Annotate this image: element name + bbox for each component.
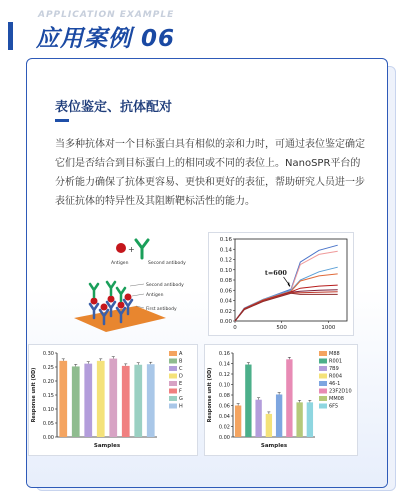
bars2-ylabel: Response unit (OD) [207,367,213,423]
bars1-legend-swatch [169,351,177,356]
bars2-legend-swatch [319,359,327,364]
bars1-bar-F [122,366,130,437]
bars2-legend-swatch [319,366,327,371]
y-tick-label: 0.12 [219,257,232,264]
y-tick-label: 0.02 [219,308,232,315]
bars1-legend-label: G [179,396,183,402]
y-tick-label: 0.08 [218,393,230,399]
bars2-legend-label: 23F2D10 [329,388,352,395]
y-tick-label: 0.08 [219,278,232,284]
sensorgram-series-7 [235,292,338,321]
bars2-xlabel: Samples [260,443,288,449]
bars1-bar-B [72,366,80,437]
bars2-legend-label: R004 [329,373,343,380]
bars1-legend-label: E [179,381,183,387]
label-antigen-top: Antigen [111,261,129,266]
y-tick-label: 0.10 [218,382,230,389]
bars1-legend-swatch [169,404,177,409]
binding-diagram [56,236,206,336]
bars2-legend-label: MM08 [329,396,344,402]
y-tick-label: 0.15 [42,393,54,399]
y-tick-label: 0.30 [42,351,54,357]
y-tick-label: 0.10 [42,407,54,413]
section-title-underline [55,119,69,122]
bars2-bar-R004 [266,414,272,437]
label-second-antibody: Second antibody [146,283,184,288]
bars2-bar-M88 [235,406,241,438]
bars2-bar-R001 [245,365,251,437]
bars2-legend-label: R001 [329,358,343,365]
bars1-legend-swatch [169,359,177,364]
bars1-legend-label: A [179,351,183,357]
bars2-legend-label: 6F5 [329,403,339,410]
y-tick-label: 0.04 [218,414,230,420]
bars2-legend-label: M88 [329,351,340,357]
bars1-legend-swatch [169,366,177,371]
bars2-legend-swatch [319,381,327,386]
bars2-bar-23F2D10 [286,359,292,437]
bars2-legend-swatch [319,404,327,409]
header-tag: APPLICATION EXAMPLE [38,10,175,20]
leader-second [130,284,144,286]
y-tick-label: 0.00 [42,435,54,441]
page-title: 应用案例 06 [36,26,176,52]
sensorgram-chart [209,233,353,335]
label-antigen: Antigen [146,293,164,298]
sensorgram-series-8 [235,293,338,321]
bar-chart-1 [29,345,197,455]
bars1-xlabel: Samples [93,443,121,449]
section-body: 当多种抗体对一个目标蛋白具有相似的亲和力时，可通过表位鉴定确定它们是否结合到目标蛋白上的相同或不同的表位上。NanoSPR平台的分析能力确保了抗体更容易、更快和更好的表征，帮助研究人员进一步表征抗体的特异性及其阻断靶标活性的能力。 [55,139,365,207]
label-second-antibody-top: Second antibody [148,261,186,266]
y-tick-label: 0.14 [219,247,232,254]
diagram-plus: + [128,245,135,254]
bars1-bar-H [147,364,155,437]
bars1-bar-C [84,364,92,437]
annotation-arrowhead [288,282,290,288]
y-tick-label: 0.00 [219,319,232,325]
bars1-bar-A [59,361,67,437]
bars1-legend-label: C [179,366,183,372]
y-tick-label: 0.02 [218,424,230,431]
sensorgram-panel [208,232,354,336]
y-tick-label: 0.16 [219,237,232,243]
bars2-legend-swatch [319,374,327,379]
bars1-legend-label: B [179,358,183,365]
bar-chart-2 [205,345,357,455]
y-tick-label: 0.06 [218,403,230,410]
bars1-bar-G [134,365,142,437]
bars1-legend-swatch [169,396,177,401]
plot-frame [235,239,347,321]
bars2-bar-6F5 [307,402,313,437]
x-tick-label: 1000 [321,325,336,331]
bars1-legend-swatch [169,381,177,386]
bars2-legend-swatch [319,351,327,356]
second-antibody-icon [136,240,148,258]
bars1-legend-swatch [169,374,177,379]
bar-chart-2-panel [204,344,358,456]
bars2-legend-swatch [319,396,327,401]
label-first-antibody: First antibody [146,307,177,312]
x-tick-label: 500 [276,325,287,331]
y-tick-label: 0.04 [219,298,232,305]
y-tick-label: 0.05 [42,421,54,427]
bars1-legend-label: D [179,373,183,380]
y-tick-label: 0.06 [219,288,232,295]
bars1-legend-swatch [169,389,177,394]
bars2-bar-46-1 [276,394,282,437]
bars1-bar-E [109,359,117,437]
y-tick-label: 0.12 [218,372,230,378]
y-tick-label: 0.16 [218,351,230,357]
annotation-label: t=600 [264,268,287,277]
bars2-bar-MM08 [296,402,302,437]
bars1-legend-label: F [179,388,182,395]
bars2-legend-swatch [319,389,327,394]
antigen-icon [116,243,126,253]
y-tick-label: 0.14 [218,361,230,368]
bars2-legend-label: 46-1 [329,381,341,387]
y-tick-label: 0.25 [42,365,54,371]
y-tick-label: 0.00 [218,435,230,441]
bars2-legend-label: 7B9 [329,366,339,372]
bars2-bar-7B9 [255,400,261,437]
y-tick-label: 0.20 [42,379,54,385]
header-accent-bar [8,22,13,50]
bars1-ylabel: Response unit (OD) [31,367,37,423]
leader-antigen [132,294,144,296]
y-tick-label: 0.10 [219,267,232,274]
bar-chart-1-panel [28,344,198,456]
bars1-bar-D [97,361,105,437]
x-tick-label: 0 [233,325,237,331]
bars1-legend-label: H [179,403,183,410]
sensorgram-series-1 [235,245,338,321]
section-title: 表位鉴定、抗体配对 [55,100,173,115]
